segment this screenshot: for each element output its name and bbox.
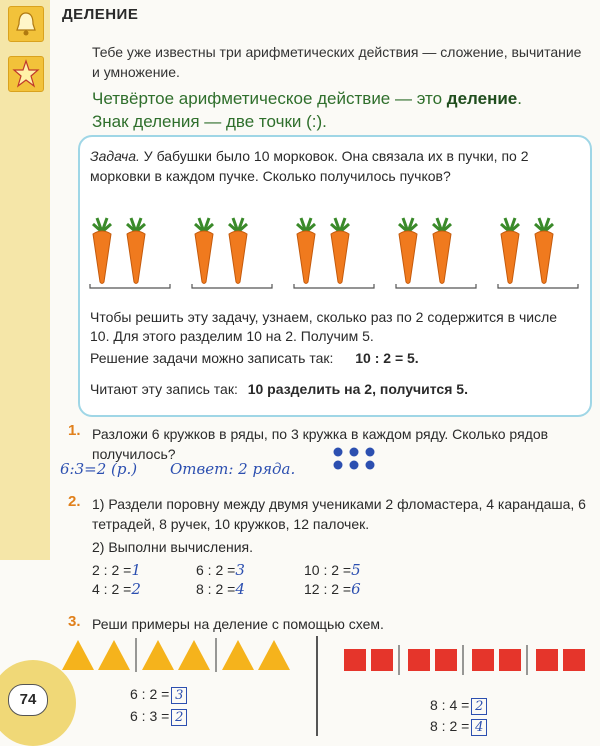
solution-read-prefix: Читают эту запись так: — [90, 381, 238, 397]
ex3-right-2-expr: 8 : 2 = — [430, 718, 470, 734]
carrot-icon — [331, 218, 349, 284]
ex3-right-1-expr: 8 : 4 = — [430, 697, 470, 713]
exercise-1-number: 1. — [68, 422, 81, 439]
carrot-bunches — [90, 218, 578, 288]
carrot-bunch — [498, 218, 578, 288]
carrot-icon — [229, 218, 247, 284]
triangle-shape — [222, 640, 254, 670]
calc-4 — [196, 580, 245, 598]
carrot-bunch — [396, 218, 476, 288]
dots-diagram — [332, 446, 382, 472]
calc-2-expr: 4 : 2 = — [92, 581, 132, 597]
star-icon — [8, 56, 44, 92]
triangle-shape — [258, 640, 290, 670]
calc-3 — [196, 561, 245, 579]
definition-line-1 — [92, 87, 522, 110]
page-number: 74 — [8, 684, 48, 716]
dot — [350, 448, 359, 457]
ex3-left-2-answer: 2 — [171, 709, 187, 726]
schemes-divider — [316, 636, 318, 736]
exercise-1-answer: Ответ: 2 ряда. — [170, 460, 296, 478]
triangle-shape — [142, 640, 174, 670]
calc-6-expr: 12 : 2 = — [304, 581, 352, 597]
calc-5-answer: 5 — [351, 561, 361, 579]
square-shape — [472, 649, 494, 671]
solution-read — [90, 381, 468, 397]
exercise-3-text: Реши примеры на деление с помощью схем. — [92, 616, 384, 632]
calc-4-expr: 8 : 2 = — [196, 581, 236, 597]
exercise-1-solution: 6:3=2 (р.) — [60, 460, 138, 478]
definition-prefix: Четвёртое арифметическое действие — это — [92, 89, 447, 108]
carrot-illustration — [80, 212, 590, 292]
triangle-shape — [98, 640, 130, 670]
triangles-diagram — [60, 638, 300, 672]
triangle-shape — [62, 640, 94, 670]
definition-suffix: . — [517, 89, 522, 108]
ex3-right-1 — [430, 697, 487, 715]
carrot-icon — [297, 218, 315, 284]
square-shape — [563, 649, 585, 671]
calc-4-answer: 4 — [235, 580, 245, 598]
solution-record — [90, 350, 419, 366]
carrot-icon — [433, 218, 451, 284]
solution-record-value: 10 : 2 = 5. — [355, 350, 419, 366]
calc-5-expr: 10 : 2 = — [304, 562, 352, 578]
solution-record-prefix: Решение задачи можно записать так: — [90, 350, 334, 366]
exercise-2-part-2: 2) Выполни вычисления. — [92, 539, 253, 555]
sidebar — [0, 0, 50, 739]
carrot-icon — [535, 218, 553, 284]
squares-diagram — [340, 645, 595, 675]
carrot-icon — [195, 218, 213, 284]
dot — [366, 448, 375, 457]
ex3-left-1-answer: 3 — [171, 687, 187, 704]
square-shape — [536, 649, 558, 671]
calc-5 — [304, 561, 361, 579]
calc-1-answer: 1 — [131, 561, 141, 579]
dot — [334, 461, 343, 470]
bell-icon — [8, 6, 44, 42]
dot — [334, 448, 343, 457]
ex3-left-2-expr: 6 : 3 = — [130, 708, 170, 724]
square-shape — [344, 649, 366, 671]
carrot-icon — [93, 218, 111, 284]
task-body: У бабушки было 10 морковок. Она связала их в пучки, по 2 морковки в каждом пучке. Сколько получилось пучков? — [90, 148, 529, 184]
square-shape — [435, 649, 457, 671]
calc-6 — [304, 580, 361, 598]
exercise-2-part-1: 1) Раздели поровну между двумя учениками 2 фломастера, 4 карандаша, 6 тетрадей, 8 ручек, 10 кружков, 12 палочек. — [92, 496, 586, 532]
task-text — [90, 146, 580, 186]
triangle-shape — [178, 640, 210, 670]
square-shape — [371, 649, 393, 671]
calc-2 — [92, 580, 141, 598]
exercise-1-text: Разложи 6 кружков в ряды, по 3 кружка в каждом ряду. Сколько рядов получилось? — [92, 426, 549, 462]
calc-1-expr: 2 : 2 = — [92, 562, 132, 578]
calc-6-answer: 6 — [351, 580, 361, 598]
exercise-3-number: 3. — [68, 613, 81, 630]
ex3-left-1-expr: 6 : 2 = — [130, 686, 170, 702]
page-title: ДЕЛЕНИЕ — [62, 6, 139, 23]
calc-2-answer: 2 — [131, 580, 141, 598]
ex3-left-2 — [130, 708, 187, 726]
square-shape — [499, 649, 521, 671]
solution-read-value: 10 разделить на 2, получится 5. — [247, 381, 468, 397]
ex3-right-2-answer: 4 — [471, 719, 487, 736]
carrot-icon — [127, 218, 145, 284]
square-shape — [408, 649, 430, 671]
intro-text: Тебе уже известны три арифметических действия — сложение, вычитание и умножение. — [92, 44, 582, 80]
definition-line-2: Знак деления — две точки (:). — [92, 112, 327, 131]
definition-term: деление — [446, 89, 518, 108]
carrot-icon — [501, 218, 519, 284]
ex3-right-1-answer: 2 — [471, 698, 487, 715]
carrot-bunch — [90, 218, 170, 288]
task-label: Задача. — [90, 148, 140, 164]
task-explanation: Чтобы решить эту задачу, узнаем, сколько раз по 2 содержится в числе 10. Для этого разделим 10 на 2. Получим 5. — [90, 309, 558, 344]
calc-3-expr: 6 : 2 = — [196, 562, 236, 578]
carrot-bunch — [294, 218, 374, 288]
calc-3-answer: 3 — [235, 561, 245, 579]
calc-1 — [92, 561, 141, 579]
ex3-left-1 — [130, 686, 187, 704]
dot — [366, 461, 375, 470]
exercise-2-number: 2. — [68, 493, 81, 510]
dot — [350, 461, 359, 470]
ex3-right-2 — [430, 718, 487, 736]
carrot-bunch — [192, 218, 272, 288]
carrot-icon — [399, 218, 417, 284]
